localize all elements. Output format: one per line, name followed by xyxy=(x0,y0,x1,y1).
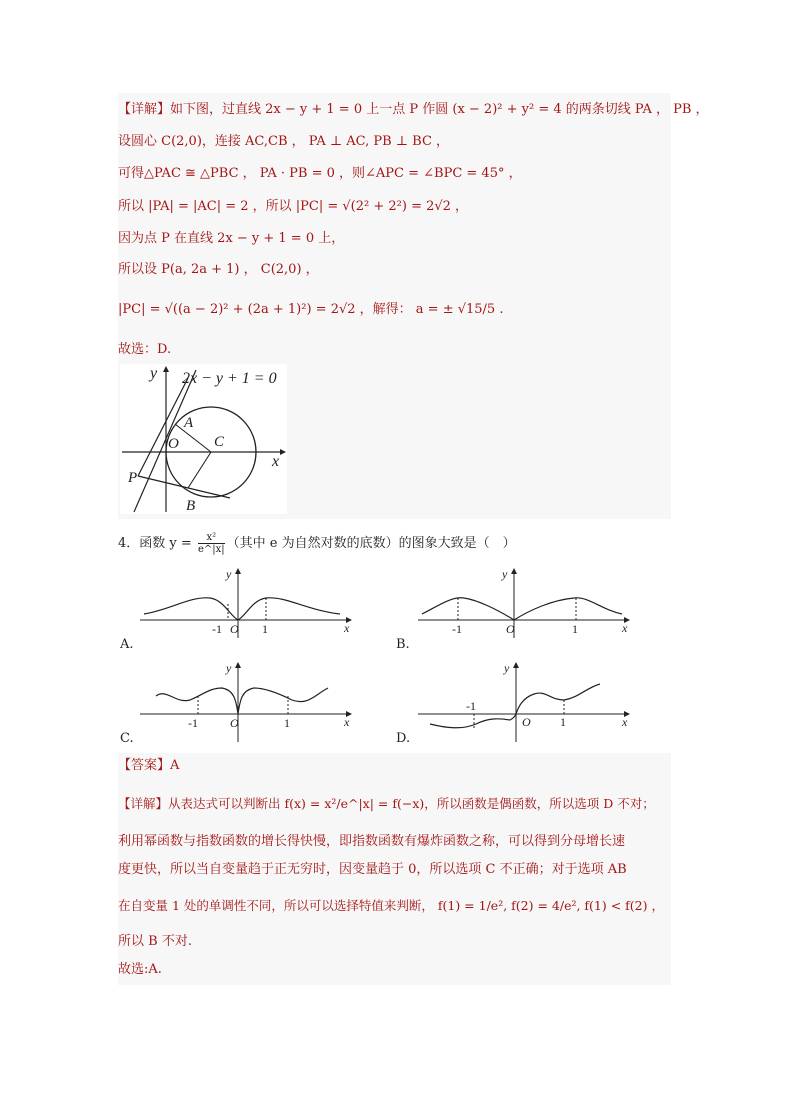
graph-B-x: x xyxy=(622,621,628,635)
graph-D-tick-O: O xyxy=(522,715,531,729)
tangent-figure xyxy=(120,364,287,514)
option-D[interactable] xyxy=(396,660,636,746)
graph-B xyxy=(418,566,636,638)
fig-label-x: x xyxy=(272,453,280,470)
option-letter-B: B. xyxy=(396,637,410,652)
frac-numerator: x² xyxy=(198,532,225,544)
fig-label-P: P xyxy=(128,470,138,486)
answer-line: 【答案】A xyxy=(118,758,180,773)
solution-line-7: |PC| = √((a − 2)² + (2a + 1)²) = 2√2 ，解得： a = ± √15/5 . xyxy=(118,302,504,317)
fig-label-B: B xyxy=(186,498,196,514)
explanation-line-2: 利用幂函数与指数函数的增长得快慢，即指数函数有爆炸函数之称，可以得到分母增长速 xyxy=(118,834,626,849)
solution-line-8: 故选：D. xyxy=(118,342,172,357)
graph-C-tick-O: O xyxy=(230,716,239,730)
graph-A-tick-O: O xyxy=(230,622,239,636)
graph-D xyxy=(418,660,636,742)
explanation-line-6: 故选:A. xyxy=(118,962,162,977)
explanation-line-4: 在自变量 1 处的单调性不同，所以可以选择特值来判断， f(1) = 1/e², f(2) = 4/e², f(1) < f(2) ， xyxy=(118,898,664,913)
graph-A-y: y xyxy=(226,567,232,581)
explanation-line-5: 所以 B 不对. xyxy=(118,934,192,949)
graph-A-tick-1: 1 xyxy=(262,622,268,636)
graph-C-x: x xyxy=(344,715,350,729)
graph-D-x: x xyxy=(622,715,628,729)
option-letter-A: A. xyxy=(120,637,134,652)
graph-B-tick-O: O xyxy=(506,622,515,636)
solution-line-6: 所以设 P(a, 2a + 1) ， C(2,0) ， xyxy=(118,262,319,277)
graph-B-tick-1: 1 xyxy=(572,622,578,636)
graph-C-y: y xyxy=(226,661,232,675)
graph-B-tick-neg1: -1 xyxy=(452,622,462,636)
option-A[interactable] xyxy=(118,566,358,652)
graph-A-tick-neg1: -1 xyxy=(212,622,222,636)
frac-denominator: e^|x| xyxy=(197,544,225,555)
solution-line-2: 设圆心 C(2,0)，连接 AC,CB ， PA ⊥ AC, PB ⊥ BC ， xyxy=(118,134,450,149)
question-number: 4． xyxy=(118,536,140,551)
graph-A-x: x xyxy=(344,621,350,635)
stem-fraction xyxy=(198,532,225,555)
graph-D-tick-neg1: -1 xyxy=(466,699,476,713)
option-letter-D: D. xyxy=(396,731,411,746)
option-B[interactable] xyxy=(396,566,636,652)
explanation-line-3: 度更快，所以当自变量趋于正无穷时，因变量趋于 0，所以选项 C 不正确；对于选项 AB xyxy=(118,862,627,877)
graph-C xyxy=(140,660,358,742)
question-4-stem xyxy=(118,532,516,555)
fig-label-C: C xyxy=(214,434,225,450)
solution-line-5: 因为点 P 在直线 2x − y + 1 = 0 上， xyxy=(118,231,345,246)
solution-line-4: 所以 |PA| = |AC| = 2 ，所以 |PC| = √(2² + 2²) = 2√2 ， xyxy=(118,199,469,214)
fig-label-y: y xyxy=(150,365,158,382)
option-letter-C: C. xyxy=(120,731,134,746)
explanation-line-1: 【详解】从表达式可以判断出 f(x) = x²/e^|x| = f(−x)，所以函数是偶函数，所以选项 D 不对； xyxy=(118,796,655,811)
graph-D-tick-1: 1 xyxy=(560,715,566,729)
option-C[interactable] xyxy=(118,660,358,746)
graph-D-y: y xyxy=(504,661,510,675)
stem-prefix: 函数 y = xyxy=(139,536,192,551)
solution-line-1: 【详解】如下图，过直线 2x − y + 1 = 0 上一点 P 作圆 (x − 2)² + y² = 4 的两条切线 PA ， PB ， xyxy=(118,102,709,117)
graph-B-y: y xyxy=(502,567,508,581)
graph-A xyxy=(140,566,358,638)
fig-label-O: O xyxy=(168,436,179,452)
fig-label-line: 2x − y + 1 = 0 xyxy=(182,370,277,387)
stem-suffix: （其中 e 为自然对数的底数）的图象大致是（ ） xyxy=(226,536,516,551)
graph-C-tick-neg1: -1 xyxy=(188,716,198,730)
graph-C-tick-1: 1 xyxy=(284,716,290,730)
solution-line-3: 可得△PAC ≅ △PBC ， PA · PB = 0 ，则∠APC = ∠BPC = 45° ， xyxy=(118,166,522,181)
fig-label-A: A xyxy=(184,415,194,431)
